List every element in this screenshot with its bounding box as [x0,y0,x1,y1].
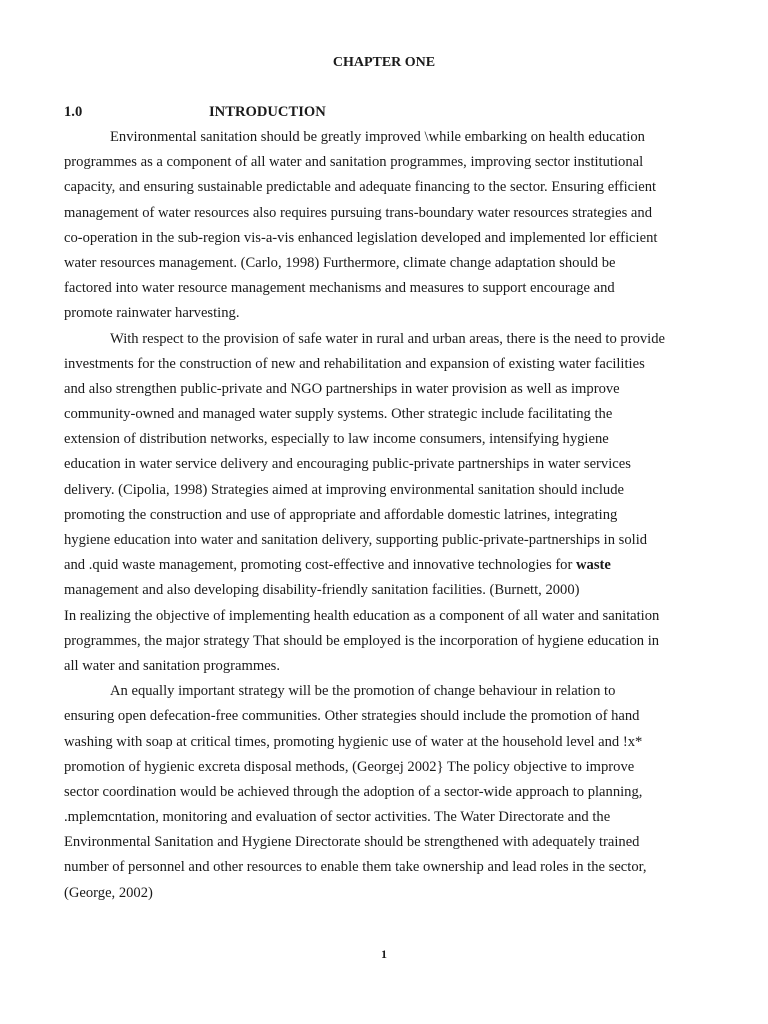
text-line: With respect to the provision of safe water in rural and urban areas, there is the need to provide [110,330,665,347]
text-line: ensuring open defecation-free communities. Other strategies should include the promotion of hand [64,708,640,725]
text-line: promotion of hygienic excreta disposal methods, (Georgej 2002} The policy objective to improve [64,758,635,775]
body-text [64,125,704,906]
text-line: sector coordination would be achieved through the adoption of a sector-wide approach to planning, [64,783,643,800]
text-line-with-bold [64,553,704,578]
text-run: and .quid waste management, promoting cost-effective and innovative technologies for [64,557,576,574]
text-line: all water and sanitation programmes. [64,657,280,674]
text-line: investments for the construction of new and rehabilitation and expansion of existing water facilities [64,355,645,372]
text-line: An equally important strategy will be the promotion of change behaviour in relation to [110,683,616,700]
paragraph-4 [64,679,704,906]
text-line: number of personnel and other resources to enable them take ownership and lead roles in the sector, [64,859,647,876]
text-line: programmes as a component of all water and sanitation programmes, improving sector institutional [64,154,644,171]
text-line: promoting the construction and use of appropriate and affordable domestic latrines, integrating [64,506,618,523]
text-line: and also strengthen public-private and NGO partnerships in water provision as well as improve [64,380,620,397]
text-line: Environmental Sanitation and Hygiene Directorate should be strengthened with adequately trained [64,834,640,851]
text-line: extension of distribution networks, especially to law income consumers, intensifying hygiene [64,431,609,448]
text-line: management and also developing disability-friendly sanitation facilities. (Burnett, 2000) [64,582,580,599]
paragraph-3 [64,604,704,680]
text-line: programmes, the major strategy That should be employed is the incorporation of hygiene education in [64,632,660,649]
text-line: community-owned and managed water supply systems. Other strategic include facilitating the [64,406,613,423]
text-line: Environmental sanitation should be greatly improved \while embarking on health education [110,129,645,145]
page-number: 1 [381,947,387,961]
text-line: capacity, and ensuring sustainable predictable and adequate financing to the sector. Ensuring efficient [64,179,657,196]
text-line: co-operation in the sub-region vis-a-vis enhanced legislation developed and implemented lor efficient [64,229,658,246]
text-line: hygiene education into water and sanitation delivery, supporting public-private-partnerships in solid [64,532,648,548]
text-line: washing with soap at critical times, promoting hygienic use of water at the household level and !x* [64,733,643,750]
text-line: promote rainwater harvesting. [64,305,240,322]
text-line: delivery. (Cipolia, 1998) Strategies aimed at improving environmental sanitation should include [64,481,624,498]
section-title: INTRODUCTION [209,104,326,120]
text-line: .mplemcntation, monitoring and evaluation of sector activities. The Water Directorate and the [64,809,611,826]
text-line: education in water service delivery and encouraging public-private partnerships in water services [64,456,631,473]
text-line: factored into water resource management mechanisms and measures to support encourage and [64,280,615,297]
chapter-title: CHAPTER ONE [332,55,436,70]
section-number: 1.0 [64,104,83,120]
text-line: water resources management. (Carlo, 1998) Furthermore, climate change adaptation should be [64,254,616,271]
paragraph-2 [64,327,704,604]
text-line: management of water resources also requires pursuing trans-boundary water resources strategies and [64,204,652,221]
paragraph-1 [64,125,704,327]
text-line: (George, 2002) [64,884,153,901]
text-line: In realizing the objective of implementing health education as a component of all water and sanitation [64,607,660,624]
bold-word: waste [575,557,611,574]
